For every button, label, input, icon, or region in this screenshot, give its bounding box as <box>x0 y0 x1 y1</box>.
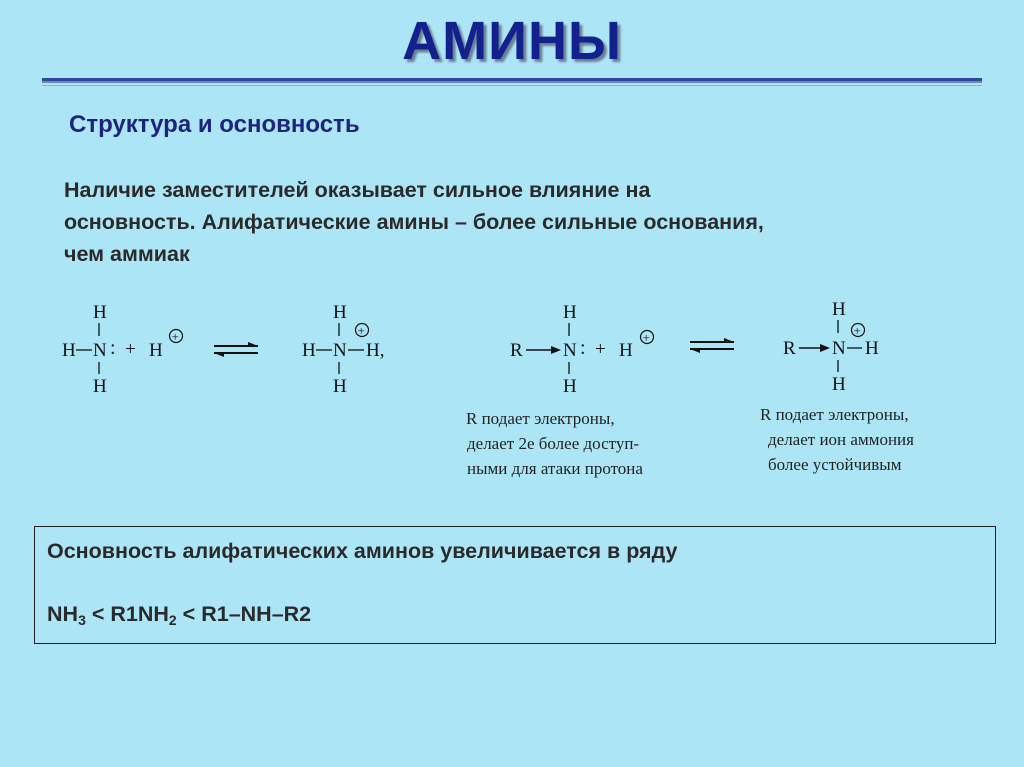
conclusion-text: Основность алифатических аминов увеличивается в ряду <box>47 539 678 563</box>
ammonium-ion <box>302 302 384 397</box>
equilibrium-arrows <box>214 342 258 357</box>
caption-line: R подает электроны, <box>760 405 909 424</box>
amine-h-bottom: H <box>563 376 577 397</box>
proton-h: H <box>149 340 163 361</box>
arrow-head <box>820 344 830 352</box>
proton <box>149 329 183 361</box>
lone-pair-glyph: : <box>110 337 116 359</box>
conclusion-box <box>34 526 996 644</box>
caption-right <box>760 402 914 477</box>
arrow-head <box>551 346 561 354</box>
ammonia-h-left: H <box>62 340 76 361</box>
paragraph-line: Наличие заместителей оказывает сильное влияние на <box>64 178 651 202</box>
series-part: < R1–NH–R2 <box>176 602 312 626</box>
ammonium-h-left: H <box>302 340 316 361</box>
alkylammonium-n: N <box>832 338 846 359</box>
basicity-series <box>47 602 311 628</box>
charge-plus: + <box>171 329 179 344</box>
series-part: NH <box>47 602 79 626</box>
paragraph-line: чем аммиак <box>64 242 190 266</box>
charge-plus: + <box>642 330 650 345</box>
ammonia-h-bottom: H <box>93 376 107 397</box>
caption-left <box>466 406 643 481</box>
alkylammonium-h-bottom: H <box>832 374 846 395</box>
slide-title: АМИНЫ <box>402 11 622 71</box>
ammonia-n: N <box>93 340 107 361</box>
ammonium-h-bottom: H <box>333 376 347 397</box>
caption-line: делает 2е более доступ- <box>467 434 640 453</box>
ammonium-n: N <box>333 340 347 361</box>
caption-line: R подает электроны, <box>466 409 615 428</box>
equilibrium-arrows <box>690 338 734 353</box>
caption-line: более устойчивым <box>768 455 902 474</box>
series-subscript: 3 <box>78 612 86 628</box>
amine-h-top: H <box>563 302 577 323</box>
amine-n: N <box>563 340 577 361</box>
paragraph-line: основность. Алифатические амины – более сильные основания, <box>64 210 764 234</box>
ammonia-molecule <box>62 302 116 397</box>
proton <box>619 330 654 361</box>
lone-pair-glyph: : <box>580 337 586 359</box>
charge-plus: + <box>853 323 861 338</box>
ammonium-h-top: H <box>333 302 347 323</box>
series-subscript: 2 <box>168 612 177 628</box>
charge-plus: + <box>357 323 365 338</box>
amine-r: R <box>510 340 523 361</box>
series-part: < R1NH <box>85 602 169 626</box>
slide-subtitle: Структура и основность <box>69 111 360 138</box>
alkylammonium-r: R <box>783 338 796 359</box>
proton-h: H <box>619 340 633 361</box>
alkylammonium-h-right: H <box>865 338 879 359</box>
caption-line: делает ион аммония <box>768 430 914 449</box>
amine-molecule <box>510 302 586 397</box>
ammonia-h-top: H <box>93 302 107 323</box>
plus-sign: + <box>125 339 136 360</box>
plus-sign: + <box>595 339 606 360</box>
alkylammonium-h-top: H <box>832 299 846 320</box>
caption-line: ными для атаки протона <box>467 459 643 478</box>
alkylammonium-ion <box>783 299 879 395</box>
ammonium-h-right: H, <box>366 340 385 361</box>
